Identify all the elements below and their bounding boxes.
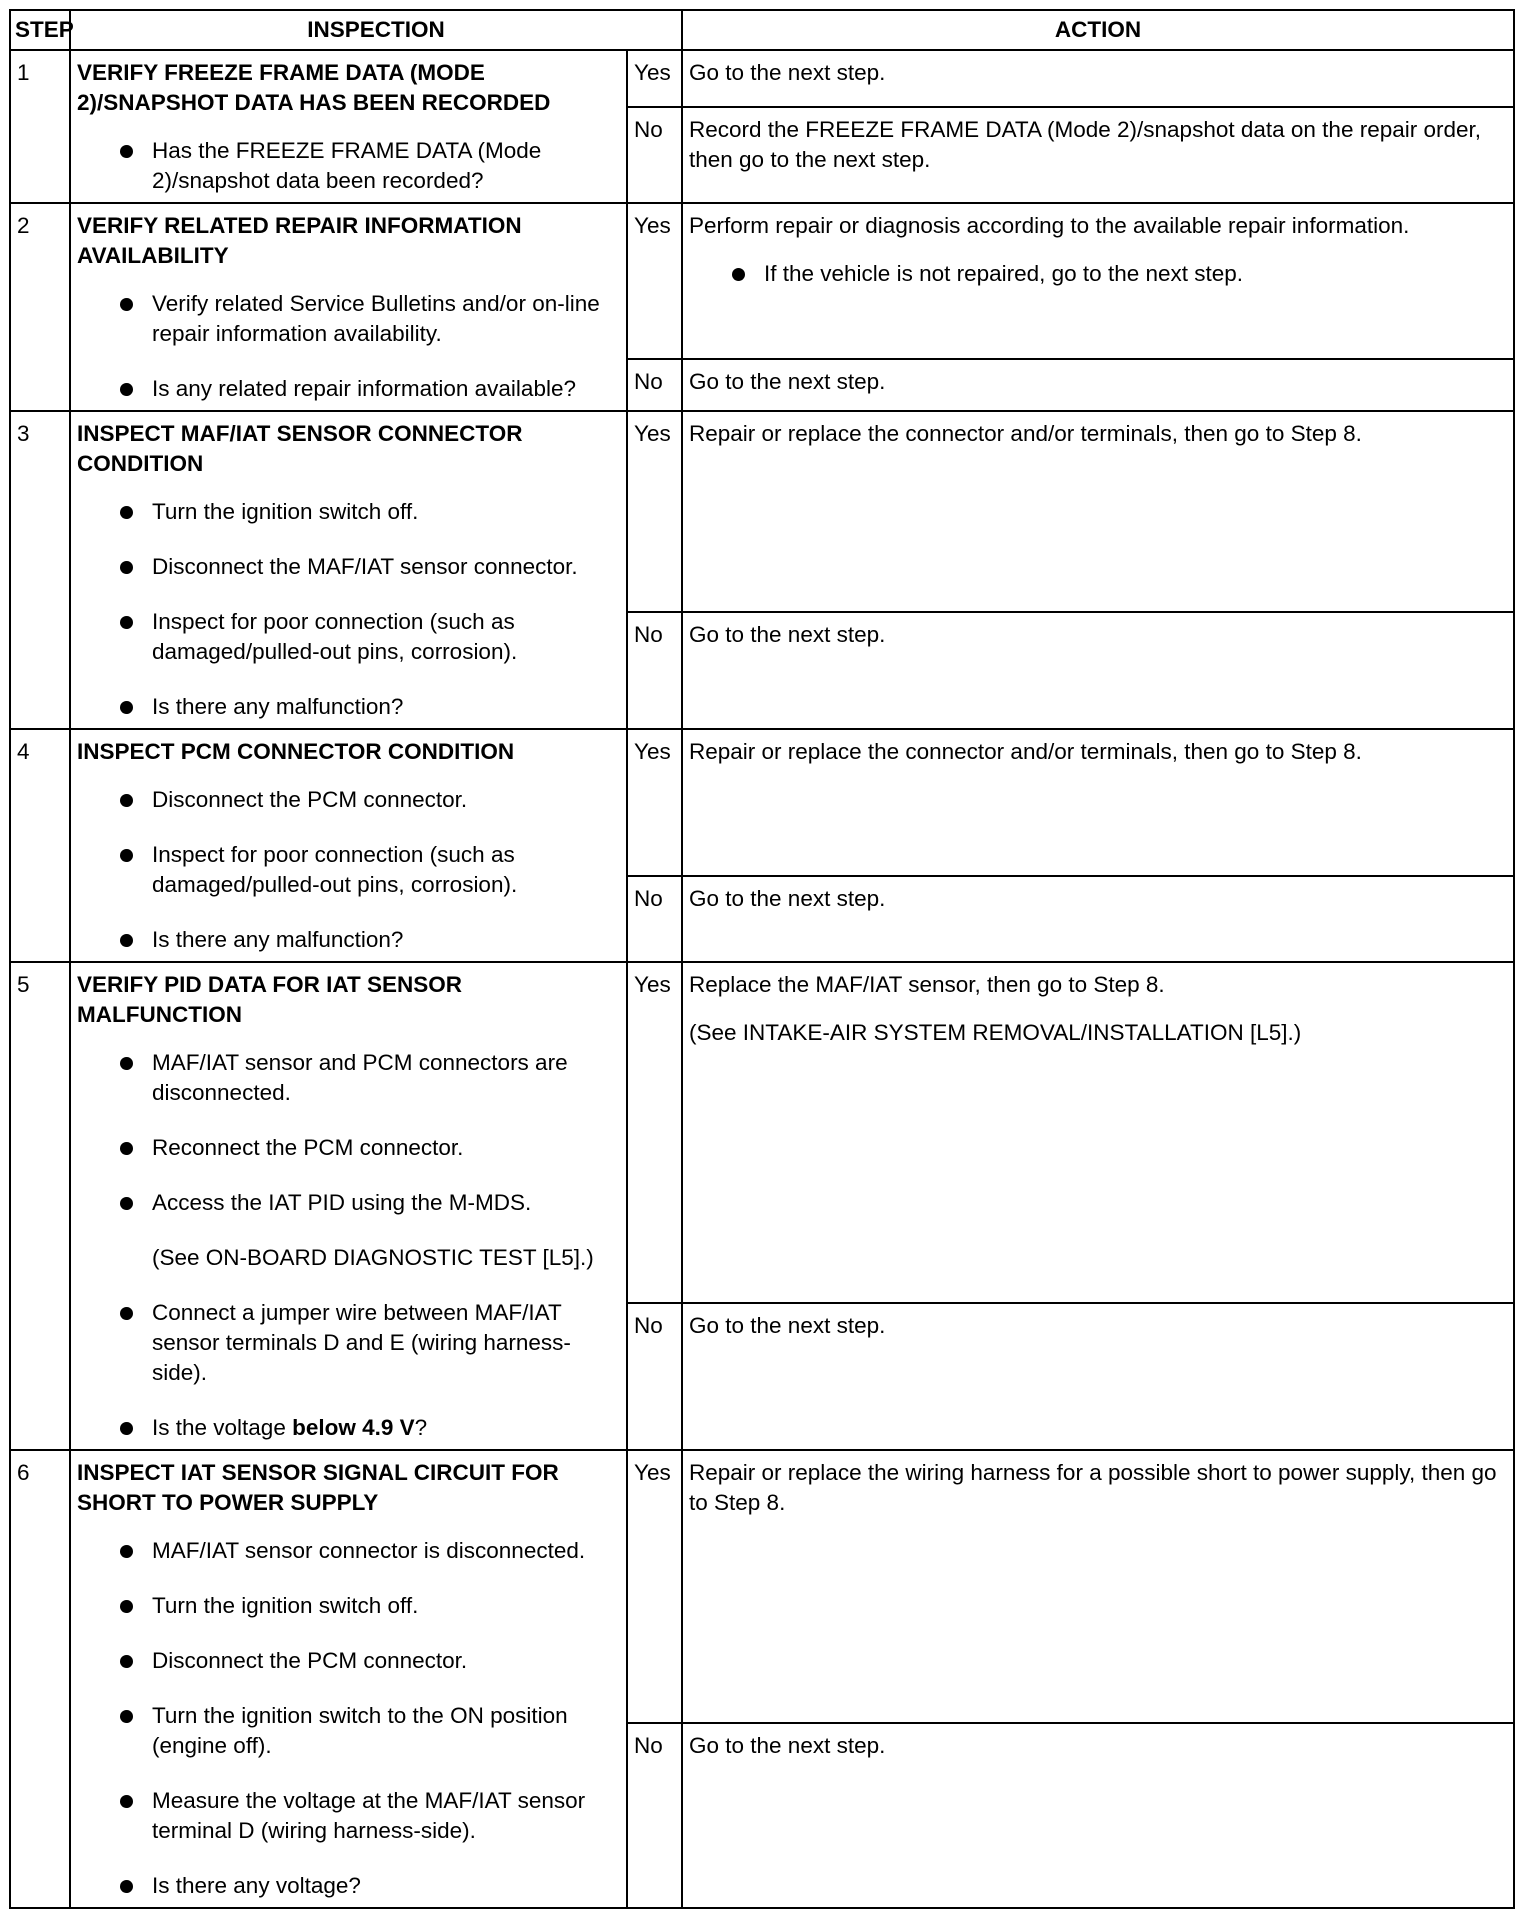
inspection-item: Is there any malfunction? [119,925,620,955]
inspection-item: Disconnect the PCM connector. [119,1646,620,1676]
yes-label: Yes [627,729,682,876]
inspection-note: (See ON-BOARD DIAGNOSTIC TEST [L5].) [152,1245,594,1270]
inspection-title: VERIFY PID DATA FOR IAT SENSOR MALFUNCTION [77,972,463,1027]
yes-label: Yes [627,1450,682,1723]
no-action: Go to the next step. [682,876,1514,962]
inspection-item: Is there any malfunction? [119,692,620,722]
inspection-item: Connect a jumper wire between MAF/IAT sensor terminals D and E (wiring harness-side). [119,1298,620,1388]
no-label: No [627,612,682,729]
threshold-value: below 4.9 V [292,1415,415,1440]
inspection-title: VERIFY RELATED REPAIR INFORMATION AVAILABILITY [77,213,522,268]
inspection-cell [70,1450,627,1908]
step-number: 6 [10,1450,70,1908]
step-number: 2 [10,203,70,411]
step-5-yes-row [10,962,1514,1303]
inspection-item: Turn the ignition switch to the ON position (engine off). [119,1701,620,1761]
yes-label: Yes [627,50,682,107]
step-column-header: STEP [10,10,70,50]
inspection-item: Measure the voltage at the MAF/IAT sensor terminal D (wiring harness-side). [119,1786,620,1846]
no-action: Go to the next step. [682,1303,1514,1450]
inspection-list [77,136,620,196]
inspection-item: MAF/IAT sensor and PCM connectors are disconnected. [119,1048,620,1108]
no-label: No [627,1723,682,1908]
inspection-item: Has the FREEZE FRAME DATA (Mode 2)/snapshot data been recorded? [119,136,620,196]
inspection-item: Disconnect the PCM connector. [119,785,620,815]
inspection-item: Inspect for poor connection (such as damaged/pulled-out pins, corrosion). [119,840,620,900]
yes-action: Replace the MAF/IAT sensor, then go to Step 8. [689,972,1165,997]
inspection-item: Turn the ignition switch off. [119,497,620,527]
inspection-cell [70,729,627,962]
inspection-title: INSPECT PCM CONNECTOR CONDITION [77,739,515,764]
inspection-item: Turn the ignition switch off. [119,1591,620,1621]
inspection-list [77,1536,620,1901]
action-column-header: ACTION [682,10,1514,50]
inspection-list [77,1048,620,1443]
no-label: No [627,1303,682,1450]
inspection-item: MAF/IAT sensor connector is disconnected. [119,1536,620,1566]
question-text: Is the voltage [152,1415,293,1440]
step-2-yes-row [10,203,1514,359]
step-1-yes-row [10,50,1514,107]
yes-action: Perform repair or diagnosis according to the available repair information. [689,213,1410,238]
yes-action-reference: (See INTAKE-AIR SYSTEM REMOVAL/INSTALLATION [L5].) [689,1020,1302,1045]
header-row [10,10,1514,50]
inspection-title: INSPECT MAF/IAT SENSOR CONNECTOR CONDITION [77,421,523,476]
inspection-cell [70,50,627,203]
step-number: 4 [10,729,70,962]
question-suffix: ? [414,1415,428,1440]
yes-action: Repair or replace the connector and/or terminals, then go to Step 8. [682,411,1514,612]
yes-label: Yes [627,411,682,612]
no-label: No [627,359,682,411]
no-label: No [627,107,682,203]
inspection-item: Is there any voltage? [119,1871,620,1901]
step-number: 1 [10,50,70,203]
inspection-item-question [119,1413,620,1443]
inspection-cell [70,962,627,1450]
yes-action: Repair or replace the connector and/or terminals, then go to Step 8. [682,729,1514,876]
inspection-item: Disconnect the MAF/IAT sensor connector. [119,552,620,582]
yes-action-cell [682,203,1514,359]
step-number: 3 [10,411,70,729]
inspection-cell [70,411,627,729]
inspection-item: Reconnect the PCM connector. [119,1133,620,1163]
no-action: Record the FREEZE FRAME DATA (Mode 2)/snapshot data on the repair order, then go to the next step. [682,107,1514,203]
inspection-item: Inspect for poor connection (such as damaged/pulled-out pins, corrosion). [119,607,620,667]
no-action: Go to the next step. [682,612,1514,729]
yes-action: Repair or replace the wiring harness for a possible short to power supply, then go to Step 8. [682,1450,1514,1723]
inspection-list [77,785,620,955]
no-label: No [627,876,682,962]
step-6-yes-row [10,1450,1514,1723]
yes-action-list [689,259,1507,289]
yes-label: Yes [627,203,682,359]
inspection-column-header: INSPECTION [70,10,682,50]
step-number: 5 [10,962,70,1450]
yes-action-cell [682,962,1514,1303]
inspection-cell [70,203,627,411]
inspection-item: Verify related Service Bulletins and/or on-line repair information availability. [119,289,620,349]
yes-action-item: If the vehicle is not repaired, go to the next step. [731,259,1507,289]
inspection-list [77,497,620,722]
inspection-title: VERIFY FREEZE FRAME DATA (MODE 2)/SNAPSHOT DATA HAS BEEN RECORDED [77,60,551,115]
step-3-yes-row [10,411,1514,612]
inspection-list [77,289,620,404]
yes-label: Yes [627,962,682,1303]
inspection-title: INSPECT IAT SENSOR SIGNAL CIRCUIT FOR SHORT TO POWER SUPPLY [77,1460,559,1515]
yes-action: Go to the next step. [682,50,1514,107]
no-action: Go to the next step. [682,359,1514,411]
inspection-item: Is any related repair information available? [119,374,620,404]
diagnostic-procedure-table [9,9,1515,1909]
inspection-item: Access the IAT PID using the M-MDS. [119,1188,620,1218]
no-action: Go to the next step. [682,1723,1514,1908]
step-4-yes-row [10,729,1514,876]
